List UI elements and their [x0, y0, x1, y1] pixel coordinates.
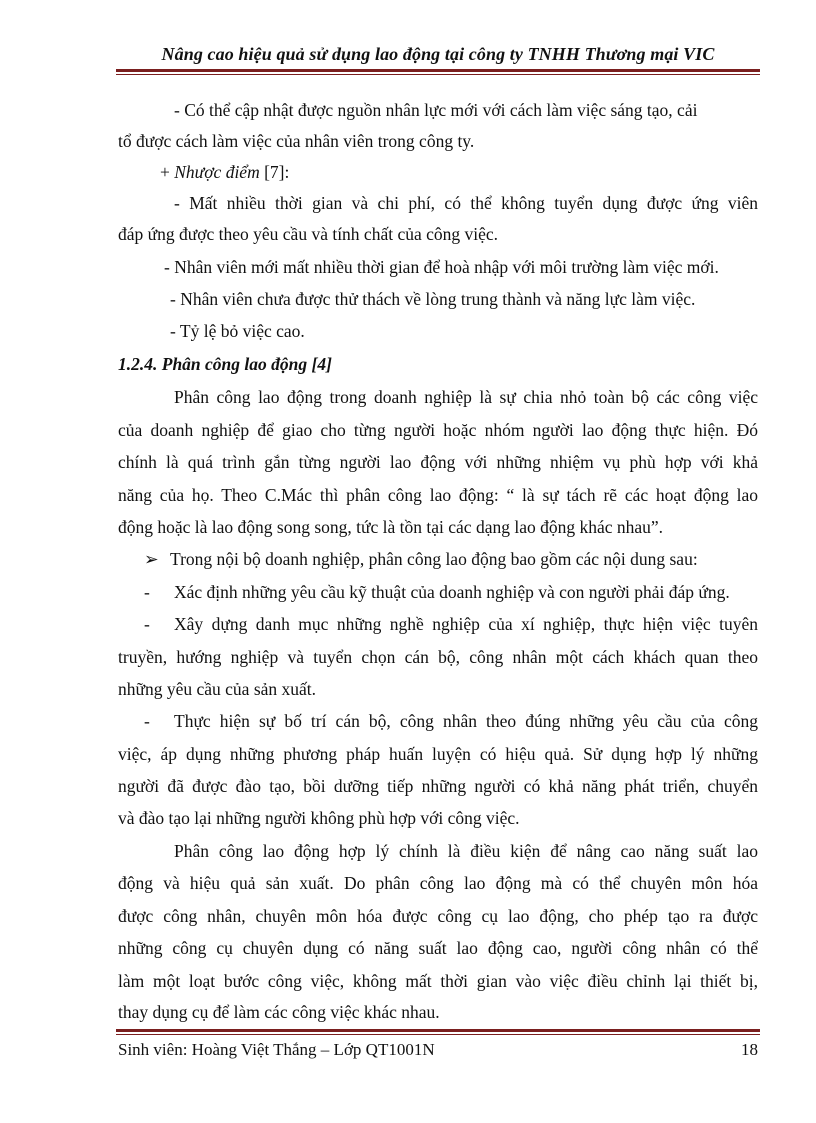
- paragraph-line: và đào tạo lại những người không phù hợp với công việc.: [118, 808, 520, 828]
- page-number: 18: [741, 1040, 758, 1059]
- bullet-line: [118, 548, 758, 570]
- paragraph-line: - Nhân viên mới mất nhiều thời gian để hoà nhập với môi trường làm việc mới.: [164, 257, 719, 277]
- paragraph-line: của doanh nghiệp để giao cho từng người hoặc nhóm người lao động thực hiện. Đó: [118, 420, 758, 440]
- paragraph-line: truyền, hướng nghiệp và tuyển chọn cán bộ, công nhân một cách khách quan theo: [118, 647, 758, 667]
- paragraph-line: làm một loạt bước công việc, không mất thời gian vào việc điều chỉnh lại thiết bị,: [118, 971, 758, 991]
- dash-item: [118, 710, 758, 732]
- paragraph-line: Phân công lao động hợp lý chính là điều kiện để nâng cao năng suất lao: [174, 841, 758, 861]
- paragraph-line: thay dụng cụ để làm các công việc khác nhau.: [118, 1002, 440, 1022]
- paragraph-line: động hoặc là lao động song song, tức là tồn tại các dạng lao động khác nhau”.: [118, 517, 664, 537]
- paragraph-line: người đã được đào tạo, bồi dưỡng tiếp những người có khả năng phát triển, chuyển: [118, 776, 758, 796]
- paragraph-line: năng của họ. Theo C.Mác thì phân công lao động: “ là sự tách rẽ các hoạt động lao: [118, 485, 758, 505]
- section-heading: 1.2.4. Phân công lao động [4]: [118, 354, 332, 374]
- paragraph-line: được công nhân, chuyên môn hóa được công cụ lao động, cho phép tạo ra được: [118, 906, 758, 926]
- paragraph-line: động và hiệu quả sản xuất. Do phân công lao động mà có thể chuyên môn hóa: [118, 873, 758, 893]
- paragraph-line: Phân công lao động trong doanh nghiệp là sự chia nhỏ toàn bộ các công việc: [174, 387, 758, 407]
- disadvantages-label: Nhược điểm: [174, 162, 260, 182]
- paragraph-line: việc, áp dụng những phương pháp huấn luyện có hiệu quả. Sử dụng hợp lý những: [118, 744, 758, 764]
- paragraph-line: chính là quá trình gắn từng người lao động với những nhiệm vụ phù hợp với khả: [118, 452, 758, 472]
- dash-mark: -: [144, 614, 150, 634]
- paragraph-line: - Có thể cập nhật được nguồn nhân lực mới với cách làm việc sáng tạo, cải: [174, 100, 698, 120]
- paragraph-line: - Nhân viên chưa được thử thách về lòng trung thành và năng lực làm việc.: [170, 289, 696, 309]
- disadvantages-label-line: [118, 161, 758, 183]
- citation: [7]:: [259, 162, 290, 182]
- paragraph-line: những công cụ chuyên dụng có năng suất lao động cao, người công nhân có thể: [118, 938, 758, 958]
- dash-text: Xây dựng danh mục những nghề nghiệp của xí nghiệp, thực hiện việc tuyên: [174, 614, 758, 634]
- dash-text: Xác định những yêu cầu kỹ thuật của doanh nghiệp và con người phải đáp ứng.: [174, 582, 730, 602]
- dash-item: [118, 613, 758, 635]
- paragraph-line: - Tỷ lệ bỏ việc cao.: [170, 321, 305, 341]
- paragraph-line: đáp ứng được theo yêu cầu và tính chất của công việc.: [118, 224, 499, 244]
- paragraph-line: - Mất nhiều thời gian và chi phí, có thể không tuyển dụng được ứng viên: [174, 193, 758, 213]
- paragraph-line: tổ được cách làm việc của nhân viên trong công ty.: [118, 131, 475, 151]
- dash-text: Thực hiện sự bố trí cán bộ, công nhân theo đúng những yêu cầu của công: [174, 711, 758, 731]
- dash-mark: -: [144, 711, 150, 731]
- arrow-bullet-icon: ➢: [144, 549, 159, 569]
- plus-mark: +: [160, 162, 175, 182]
- footer-student: Sinh viên: Hoàng Việt Thắng – Lớp QT1001N: [118, 1040, 435, 1059]
- paragraph-line: những yêu cầu của sản xuất.: [118, 679, 317, 699]
- dash-item: [118, 581, 758, 603]
- page-header-title: Nâng cao hiệu quả sử dụng lao động tại công ty TNHH Thương mại VIC: [161, 44, 715, 64]
- dash-mark: -: [144, 582, 150, 602]
- header-rule: [116, 69, 760, 75]
- footer-rule: [116, 1029, 760, 1035]
- bullet-text: Trong nội bộ doanh nghiệp, phân công lao động bao gồm các nội dung sau:: [170, 549, 698, 569]
